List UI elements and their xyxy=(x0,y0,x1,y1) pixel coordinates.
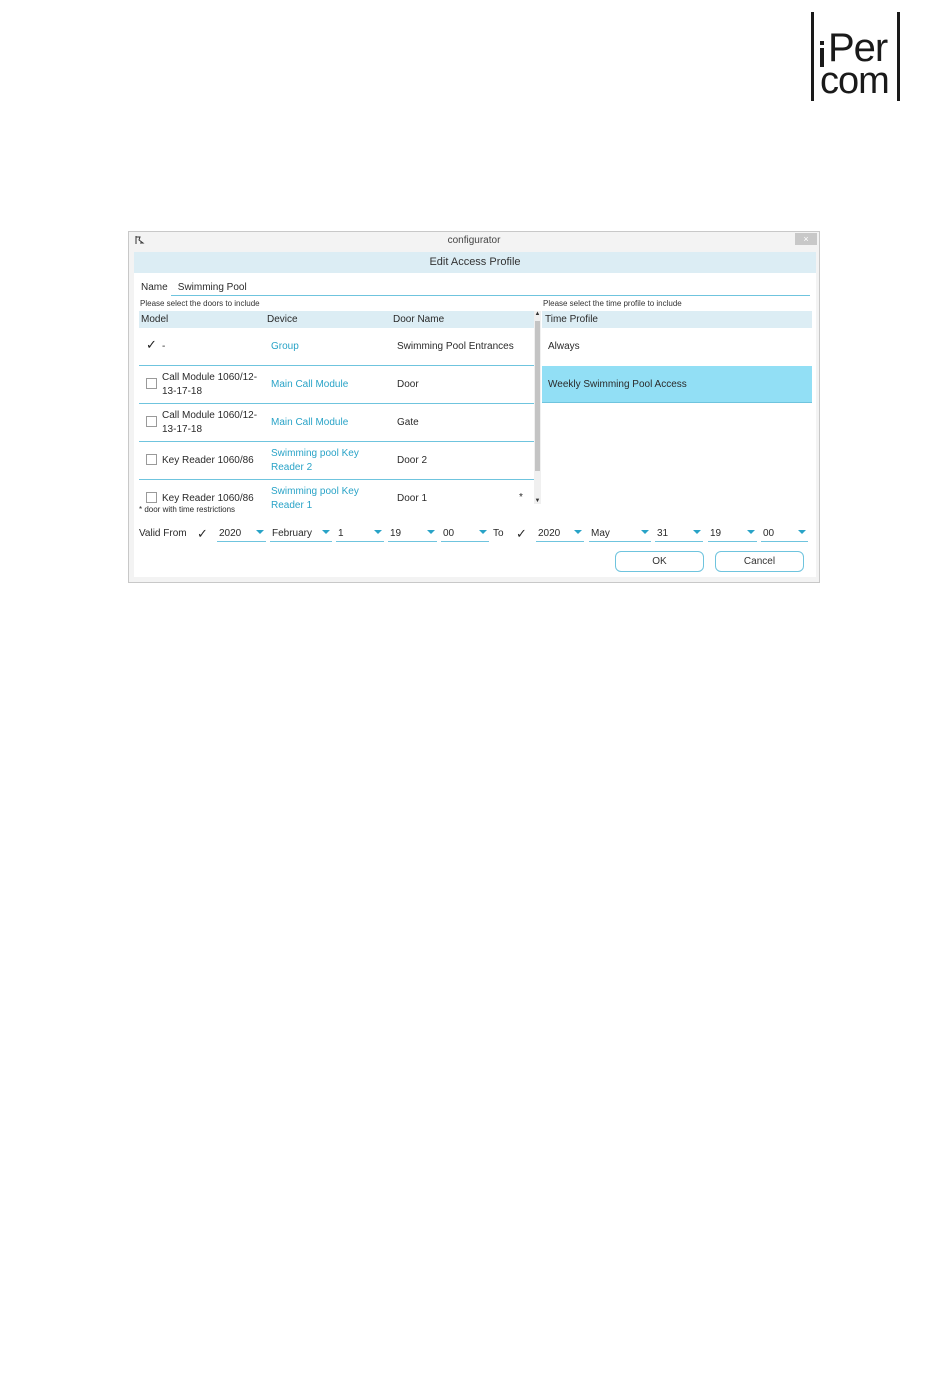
row-checkbox[interactable]: ✓ xyxy=(146,337,157,352)
model-cell: Call Module 1060/12-13-17-18 xyxy=(162,409,258,435)
to-minute-value: 00 xyxy=(763,528,775,539)
scroll-down-arrow-icon[interactable]: ▼ xyxy=(534,498,541,504)
device-cell: Swimming pool Key Reader 2 xyxy=(271,447,359,473)
to-year-select[interactable] xyxy=(536,525,584,542)
dropdown-arrow-icon xyxy=(256,530,264,534)
from-month-select[interactable] xyxy=(270,525,332,542)
dropdown-arrow-icon xyxy=(747,530,755,534)
to-month-select[interactable] xyxy=(589,525,651,542)
to-hour-value: 19 xyxy=(710,528,722,539)
logo-bar-right xyxy=(897,12,900,101)
name-row xyxy=(141,282,247,293)
column-header-time-profile[interactable]: Time Profile xyxy=(545,314,598,325)
valid-to-checkbox[interactable]: ✓ xyxy=(516,526,527,541)
door-name-cell: Swimming Pool Entrances xyxy=(397,341,514,352)
from-hour-select[interactable] xyxy=(388,525,437,542)
scroll-up-arrow-icon[interactable]: ▲ xyxy=(534,311,541,317)
logo-bar-left xyxy=(811,12,814,101)
dropdown-arrow-icon xyxy=(322,530,330,534)
table-row[interactable] xyxy=(139,404,534,442)
dropdown-arrow-icon xyxy=(798,530,806,534)
logo-text-com: com xyxy=(820,60,889,102)
doors-scrollbar[interactable] xyxy=(534,311,541,504)
device-cell: Main Call Module xyxy=(271,378,349,390)
close-button[interactable]: × xyxy=(795,233,817,245)
table-row[interactable] xyxy=(139,366,534,404)
dropdown-arrow-icon xyxy=(693,530,701,534)
from-minute-select[interactable] xyxy=(441,525,489,542)
scrollbar-thumb[interactable] xyxy=(535,321,540,471)
to-day-select[interactable] xyxy=(655,525,703,542)
device-cell: Group xyxy=(271,340,299,352)
model-cell: Call Module 1060/12-13-17-18 xyxy=(162,371,258,397)
valid-to-label: To xyxy=(493,528,504,539)
time-profile-table xyxy=(542,311,812,406)
ipercom-logo xyxy=(808,10,902,104)
door-name-cell: Door 1 xyxy=(397,493,428,504)
from-day-select[interactable] xyxy=(336,525,384,542)
name-input[interactable]: Swimming Pool xyxy=(177,282,247,293)
row-checkbox[interactable] xyxy=(146,492,157,503)
from-minute-value: 00 xyxy=(443,528,455,539)
title-bar xyxy=(129,232,819,250)
logo-i-dot xyxy=(820,41,824,45)
dropdown-arrow-icon xyxy=(374,530,382,534)
column-header-device[interactable]: Device xyxy=(267,314,298,325)
column-header-door-name[interactable]: Door Name xyxy=(393,314,445,325)
dialog-content xyxy=(134,273,816,577)
from-year-select[interactable] xyxy=(217,525,266,542)
valid-from-label: Valid From xyxy=(139,528,187,539)
time-profile-hint: Please select the time profile to include xyxy=(543,299,682,308)
row-checkbox[interactable] xyxy=(146,378,157,389)
time-restriction-marker: * xyxy=(519,492,523,503)
to-hour-select[interactable] xyxy=(708,525,757,542)
time-profile-row-selected[interactable]: Weekly Swimming Pool Access xyxy=(542,366,812,403)
row-checkbox[interactable] xyxy=(146,416,157,427)
device-cell: Main Call Module xyxy=(271,416,349,428)
doors-table-header xyxy=(139,311,534,328)
name-input-underline xyxy=(171,295,810,296)
valid-from-checkbox[interactable]: ✓ xyxy=(197,526,208,541)
door-name-cell: Door xyxy=(397,379,419,390)
validity-row xyxy=(134,525,814,545)
door-name-cell: Gate xyxy=(397,417,419,428)
from-month-value: February xyxy=(272,528,313,539)
door-name-cell: Door 2 xyxy=(397,455,428,466)
table-row[interactable] xyxy=(139,442,534,480)
time-profile-header xyxy=(542,311,812,328)
configurator-window xyxy=(128,231,820,583)
model-cell: - xyxy=(162,340,166,352)
to-minute-select[interactable] xyxy=(761,525,808,542)
from-year-value: 2020 xyxy=(219,528,242,539)
row-checkbox[interactable] xyxy=(146,454,157,465)
to-day-value: 31 xyxy=(657,528,669,539)
to-month-value: May xyxy=(591,528,610,539)
time-profile-row[interactable]: Always xyxy=(548,341,580,352)
table-row[interactable] xyxy=(139,328,534,366)
from-hour-value: 19 xyxy=(390,528,402,539)
doors-hint: Please select the doors to include xyxy=(140,299,260,308)
name-label: Name xyxy=(141,282,168,293)
dropdown-arrow-icon xyxy=(641,530,649,534)
cancel-button[interactable]: Cancel xyxy=(715,551,804,572)
dialog-title: Edit Access Profile xyxy=(134,252,816,273)
dropdown-arrow-icon xyxy=(427,530,435,534)
model-cell: Key Reader 1060/86 xyxy=(162,454,254,466)
dropdown-arrow-icon xyxy=(574,530,582,534)
time-restriction-footnote: * door with time restrictions xyxy=(139,505,236,514)
to-year-value: 2020 xyxy=(538,528,561,539)
column-header-model[interactable]: Model xyxy=(141,314,169,325)
dropdown-arrow-icon xyxy=(479,530,487,534)
window-title: configurator xyxy=(447,235,501,246)
ok-button[interactable]: OK xyxy=(615,551,704,572)
from-day-value: 1 xyxy=(338,528,344,539)
device-cell: Swimming pool Key Reader 1 xyxy=(271,485,359,511)
model-cell: Key Reader 1060/86 xyxy=(162,492,254,504)
logo-text-per: Per xyxy=(828,26,888,70)
